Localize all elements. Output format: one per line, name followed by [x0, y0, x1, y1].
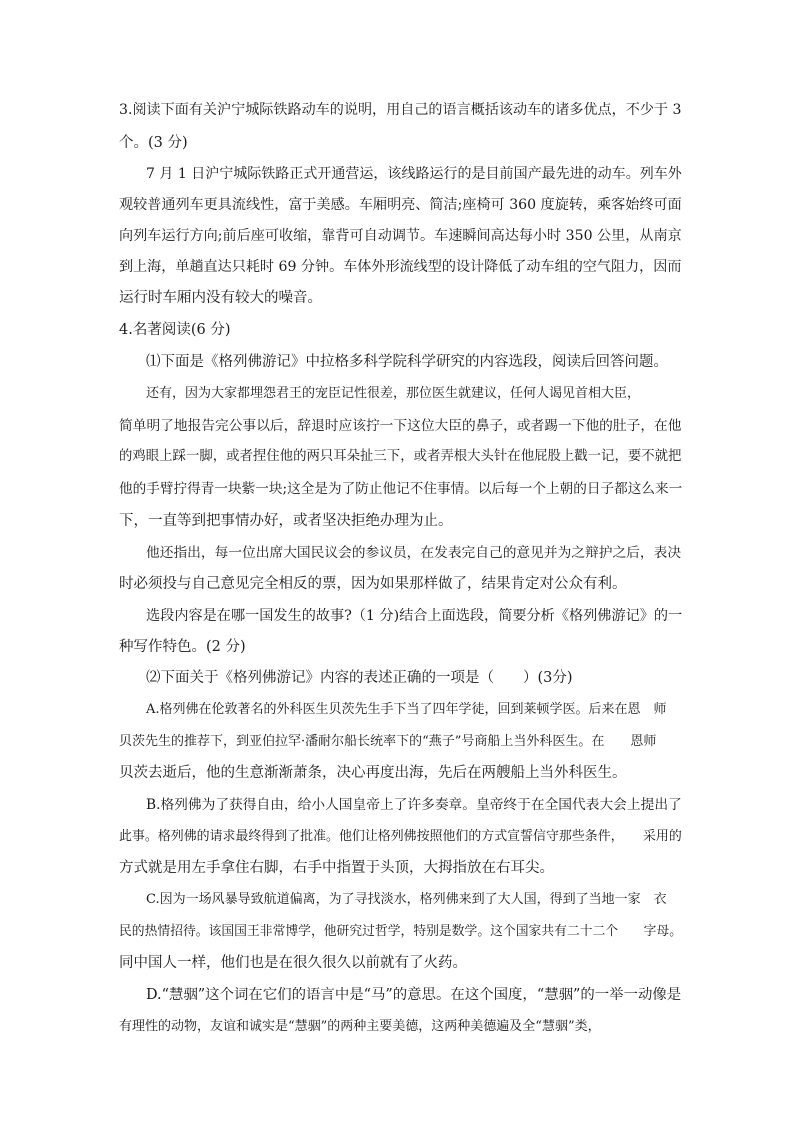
q3-passage-line: 运行时车厢内没有较大的噪音。 — [119, 290, 322, 306]
option-d-line: 有理性的动物，友谊和诚实是“慧骃”的两种主要美德，这两种美德遍及全“慧骃”类， — [119, 1019, 601, 1034]
q4-excerpt-line: 他的手臂拧得青一块紫一块;这全是为了防止他记不住事情。以后每一个上朝的日子都这么来一 — [119, 481, 683, 497]
option-a-line: 贝茨去逝后，他的生意渐渐萧条，决心再度出海，先后在两艘船上当外科医生。 — [119, 765, 627, 781]
option-a-line: A.格列佛在伦敦著名的外科医生贝茨先生手下当了四年学徒，回到莱顿学医。后来在恩 师 — [146, 702, 667, 717]
q4-excerpt-line: 时必须投与自己意见完全相反的票，因为如果那样做了，结果肯定对公众有利。 — [119, 576, 627, 592]
option-b-line: 方式就是用左手拿住右脚，右手中指置于头顶，大拇指放在右耳尖。 — [119, 860, 554, 876]
q3-passage-line: 7 月 1 日沪宁城际铁路正式开通营运，该线路运行的是目前国产最先进的动车。列车外 — [146, 166, 682, 182]
q3-passage-line: 向列车运行方向;前后座可收缩，靠背可自动调节。车速瞬间高达每小时 350 公里，从南京 — [119, 228, 682, 244]
q4-sub1-intro: ⑴下面是《格列佛游记》中拉格多科学院科学研究的内容选段，阅读后回答问题。 — [146, 354, 668, 370]
q4-sub2-intro: ⑵下面关于《格列佛游记》内容的表述正确的一项是（ ）(3分) — [146, 670, 573, 686]
q4-sub1-question: 种写作特色。(2 分) — [119, 639, 246, 655]
q4-title: 4.名著阅读(6 分) — [119, 322, 231, 338]
q3-title-line-1: 3.阅读下面有关沪宁城际铁路动车的说明，用自己的语言概括该动车的诸多优点，不少于 3 — [119, 102, 682, 118]
q3-passage-line: 到上海，单趟直达只耗时 69 分钟。车体外形流线型的设计降低了动车组的空气阻力，因而 — [119, 259, 682, 275]
q4-excerpt-line: 简单明了地报告完公事以后，辞退时应该拧一下这位大臣的鼻子，或者踢一下他的肚子，在他 — [119, 418, 682, 434]
q3-title-line-2: 个。(3 分) — [119, 135, 188, 151]
q4-excerpt-line: 他还指出，每一位出席大国民议会的参议员，在发表完自己的意见并为之辩护之后，表决 — [146, 545, 682, 561]
q4-excerpt-line: 的鸡眼上踩一脚，或者捏住他的两只耳朵扯三下，或者弄根大头针在他屁股上戳一记，要不就把 — [119, 449, 682, 464]
q4-sub1-question: 选段内容是在哪一国发生的故事?（1 分)结合上面选段，简要分析《格列佛游记》的一 — [146, 608, 683, 624]
q3-passage-line: 观较普通列车更具流线性，富于美感。车厢明亮、简洁;座椅可 360 度旋转，乘客始终可面 — [119, 197, 682, 213]
option-a-line: 贝茨先生的推荐下，到亚伯拉罕·潘耐尔船长统率下的“燕子”号商船上当外科医生。在 恩师 — [119, 734, 657, 749]
option-c-line: C.因为一场风暴导致航道偏离，为了寻找淡水，格列佛来到了大人国，得到了当地一家 衣 — [146, 892, 667, 907]
option-c-line: 同中国人一样，他们也是在很久很久以前就有了火药。 — [119, 955, 467, 971]
q4-excerpt-line: 还有，因为大家都埋怨君王的宠臣记性很差，那位医生就建议，任何人谒见首相大臣， — [146, 386, 641, 401]
q4-excerpt-line: 下，一直等到把事情办好，或者坚决拒绝办理为止。 — [119, 513, 453, 529]
option-d-line: D.“慧骃”这个词在它们的语言中是“马”的意思。在这个国度，“慧骃”的一举一动像是 — [146, 987, 682, 1003]
option-b-line: 此事。格列佛的请求最终得到了批准。他们让格列佛按照他们的方式宣誓信守那些条件， 采用的 — [119, 829, 682, 844]
option-c-line: 民的热情招待。该国国王非常博学，他研究过哲学，特别是数学。这个国家共有二十二个 字母。 — [119, 924, 683, 939]
option-b-line: B.格列佛为了获得自由，给小人国皇帝上了许多奏章。皇帝终于在全国代表大会上提出了 — [146, 797, 682, 813]
